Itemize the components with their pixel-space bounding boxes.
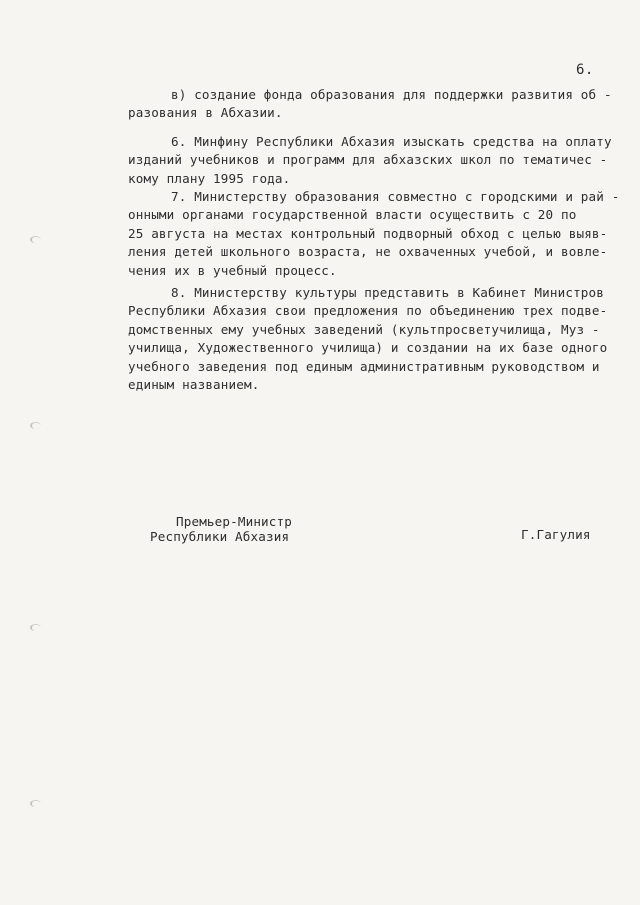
text-line: единым названием. [128,377,260,393]
punch-hole-mark [30,800,41,807]
signatory-title [150,514,292,544]
text-line: 25 августа на местах контрольный подворный обход с целью выяв- [128,225,608,241]
text-line: училища, Художественного училища) и создании на их базе одного [128,340,608,356]
signatory-state: Республики Абхазия [150,529,290,544]
paragraph-item-6 [128,133,612,188]
text-line: Республики Абхазия свои предложения по объединению трех подве- [128,303,608,319]
document-body [128,86,620,395]
punch-hole-mark [30,624,41,631]
text-line: ления детей школьного возраста, не охваченных учебой, и вовле- [128,244,608,260]
text-line: изданий учебников и программ для абхазских школ по тематичес - [128,152,608,168]
text-line: разования в Абхазии. [128,105,283,121]
text-line: 7. Министерству образования совместно с городскими и рай - [171,189,620,205]
punch-hole-mark [30,422,41,429]
text-line: учебного заведения под единым административным руководством и [128,358,600,374]
text-line: 6. Минфину Республики Абхазия изыскать средства на оплату [171,133,612,149]
text-line: кому плану 1995 года. [128,170,291,186]
text-line: в) создание фонда образования для поддержки развития об - [171,87,612,102]
paragraph-fund [128,86,612,123]
signatory-name: Г.Гагулия [521,527,591,542]
text-line: домственных ему учебных заведений (культпросветучилища, Муз - [128,321,600,337]
paragraph-item-7 [128,188,620,280]
signatory-position: Премьер-Министр [176,514,292,529]
page-number: 6. [576,62,594,78]
text-line: онными органами государственной власти осуществить с 20 по [128,207,577,223]
punch-hole-mark [30,236,41,243]
text-line: чения их в учебный процесс. [128,262,337,278]
paragraph-item-8 [128,284,608,394]
text-line: 8. Министерству культуры представить в Кабинет Министров [171,285,604,301]
